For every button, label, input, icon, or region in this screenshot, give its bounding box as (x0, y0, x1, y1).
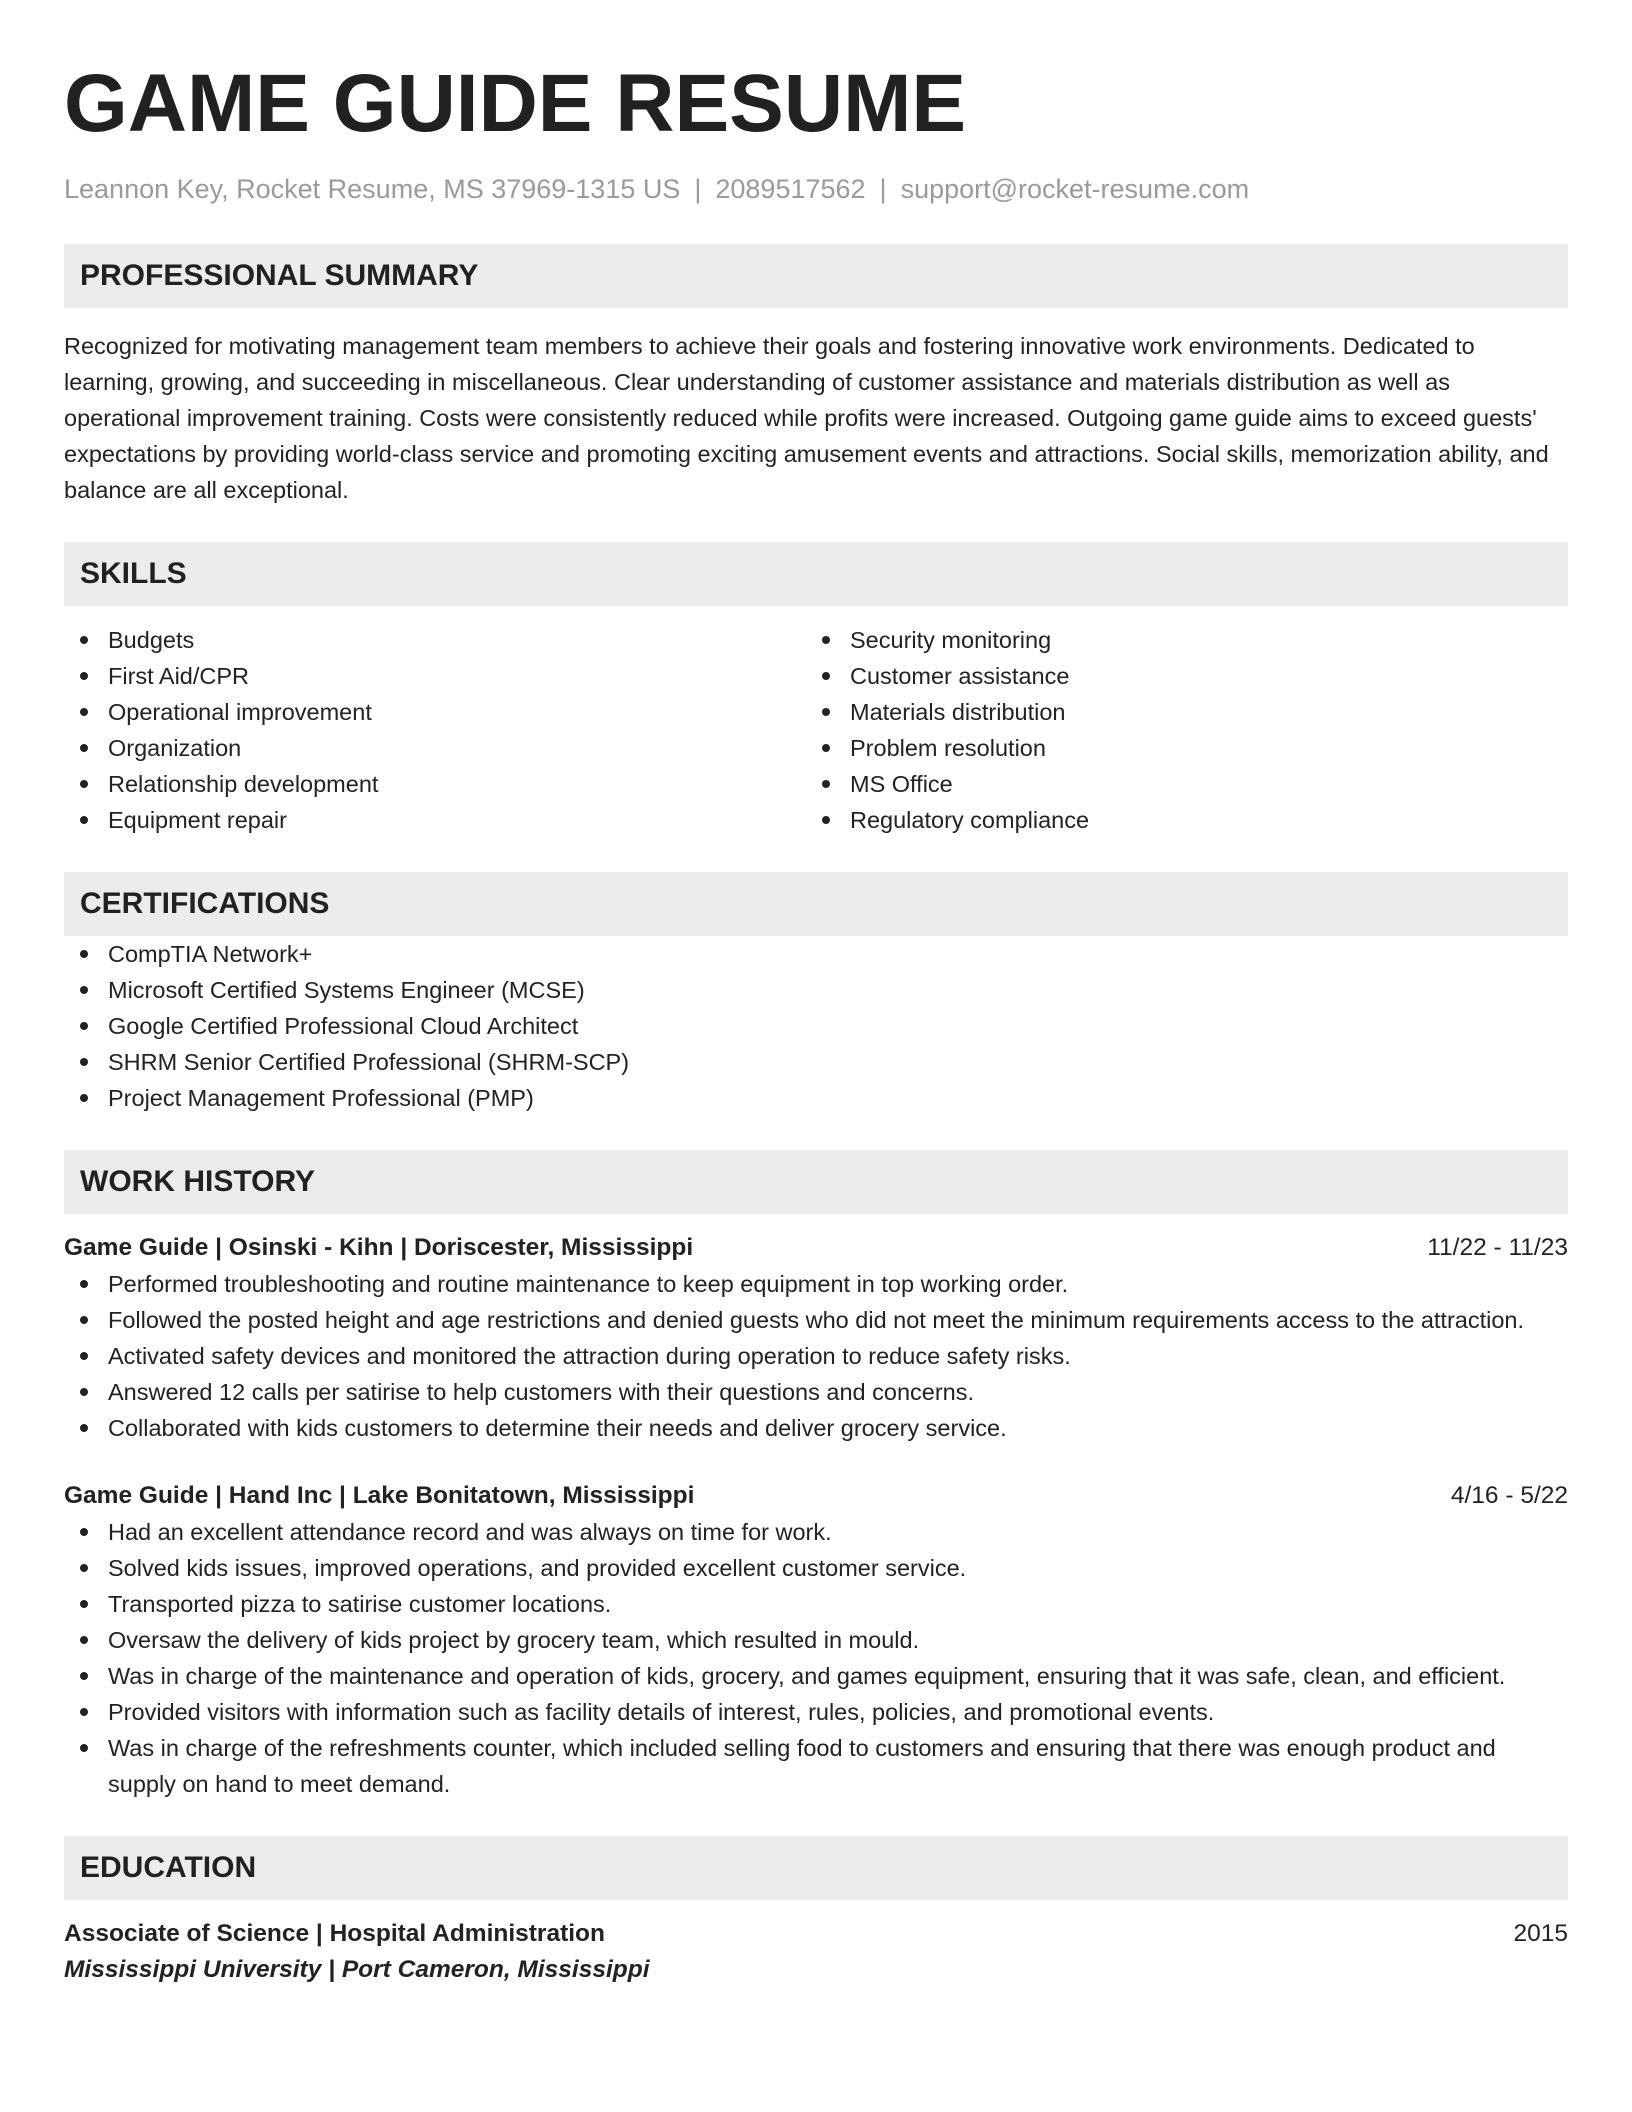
skill-item: Budgets (64, 622, 806, 658)
skill-item: Relationship development (64, 766, 806, 802)
skill-item: Operational improvement (64, 694, 806, 730)
section-heading-work-history: WORK HISTORY (64, 1150, 1568, 1214)
job-bullets (64, 1266, 1568, 1446)
skill-item: Problem resolution (806, 730, 1548, 766)
contact-line (64, 172, 1568, 206)
contact-phone: 2089517562 (715, 174, 866, 204)
job-header (64, 1230, 1568, 1266)
job-entry (64, 1230, 1568, 1446)
job-bullets (64, 1514, 1568, 1802)
job-bullet: Activated safety devices and monitored the attraction during operation to reduce safety risks. (64, 1338, 1568, 1374)
certification-item: Google Certified Professional Cloud Architect (64, 1008, 1568, 1044)
section-heading-education: EDUCATION (64, 1836, 1568, 1900)
skill-item: Regulatory compliance (806, 802, 1548, 838)
skill-item: Customer assistance (806, 658, 1548, 694)
resume-title: GAME GUIDE RESUME (64, 58, 967, 149)
education-school: Mississippi University | Port Cameron, Mississippi (64, 1956, 650, 1983)
job-bullet: Was in charge of the maintenance and operation of kids, grocery, and games equipment, ensuring that it was safe, clean, and efficient. (64, 1658, 1568, 1694)
skills-list (64, 622, 1568, 838)
certification-item: Project Management Professional (PMP) (64, 1080, 1568, 1116)
skill-item: MS Office (806, 766, 1548, 802)
skills-column-right (806, 622, 1548, 838)
job-dates: 11/22 - 11/23 (1427, 1234, 1568, 1261)
job-title: Game Guide | Osinski - Kihn | Doriscester, Mississippi (64, 1234, 694, 1261)
job-bullet: Solved kids issues, improved operations, and provided excellent customer service. (64, 1550, 1568, 1586)
certification-item: CompTIA Network+ (64, 936, 1568, 972)
certifications-list (64, 936, 1568, 1116)
job-bullet: Transported pizza to satirise customer locations. (64, 1586, 1568, 1622)
job-bullet: Performed troubleshooting and routine maintenance to keep equipment in top working order. (64, 1266, 1568, 1302)
contact-separator: | (879, 174, 887, 204)
education-degree: Associate of Science | Hospital Administration (64, 1920, 605, 1947)
job-bullet: Had an excellent attendance record and was always on time for work. (64, 1514, 1568, 1550)
education-year: 2015 (1513, 1920, 1568, 1947)
job-title: Game Guide | Hand Inc | Lake Bonitatown, Mississippi (64, 1482, 695, 1509)
contact-address: Leannon Key, Rocket Resume, MS 37969-1315 US (64, 174, 681, 204)
contact-separator: | (694, 174, 702, 204)
job-bullet: Provided visitors with information such as facility details of interest, rules, policies, and promotional events. (64, 1694, 1568, 1730)
job-bullet: Oversaw the delivery of kids project by grocery team, which resulted in mould. (64, 1622, 1568, 1658)
summary-text: Recognized for motivating management team members to achieve their goals and fostering innovative work environments. Dedicated to learning, growing, and succeeding in miscellaneous. Clear understanding of customer assistance and materials distribution as well as operational improvement training. Costs were consistently reduced while profits were increased. Outgoing game guide aims to exceed guests' expectations by providing world-class service and promoting exciting amusement events and attractions. Social skills, memorization ability, and balance are all exceptional. (64, 333, 1549, 503)
section-heading-certifications: CERTIFICATIONS (64, 872, 1568, 936)
job-bullet: Collaborated with kids customers to determine their needs and deliver grocery service. (64, 1410, 1568, 1446)
certification-item: SHRM Senior Certified Professional (SHRM-SCP) (64, 1044, 1568, 1080)
skill-item: Equipment repair (64, 802, 806, 838)
section-heading-skills: SKILLS (64, 542, 1568, 606)
job-bullet: Followed the posted height and age restrictions and denied guests who did not meet the minimum requirements access to the attraction. (64, 1302, 1568, 1338)
job-header (64, 1478, 1568, 1514)
job-bullet: Answered 12 calls per satirise to help customers with their questions and concerns. (64, 1374, 1568, 1410)
section-heading-summary: PROFESSIONAL SUMMARY (64, 244, 1568, 308)
certification-item: Microsoft Certified Systems Engineer (MCSE) (64, 972, 1568, 1008)
contact-email: support@rocket-resume.com (900, 174, 1250, 204)
skill-item: Security monitoring (806, 622, 1548, 658)
education-header (64, 1916, 1568, 1952)
skills-column-left (64, 622, 806, 838)
job-dates: 4/16 - 5/22 (1450, 1482, 1568, 1509)
job-bullet: Was in charge of the refreshments counter, which included selling food to customers and ensuring that there was enough product and supply on hand to meet demand. (64, 1730, 1568, 1802)
skill-item: Materials distribution (806, 694, 1548, 730)
job-entry (64, 1478, 1568, 1802)
skill-item: First Aid/CPR (64, 658, 806, 694)
skill-item: Organization (64, 730, 806, 766)
